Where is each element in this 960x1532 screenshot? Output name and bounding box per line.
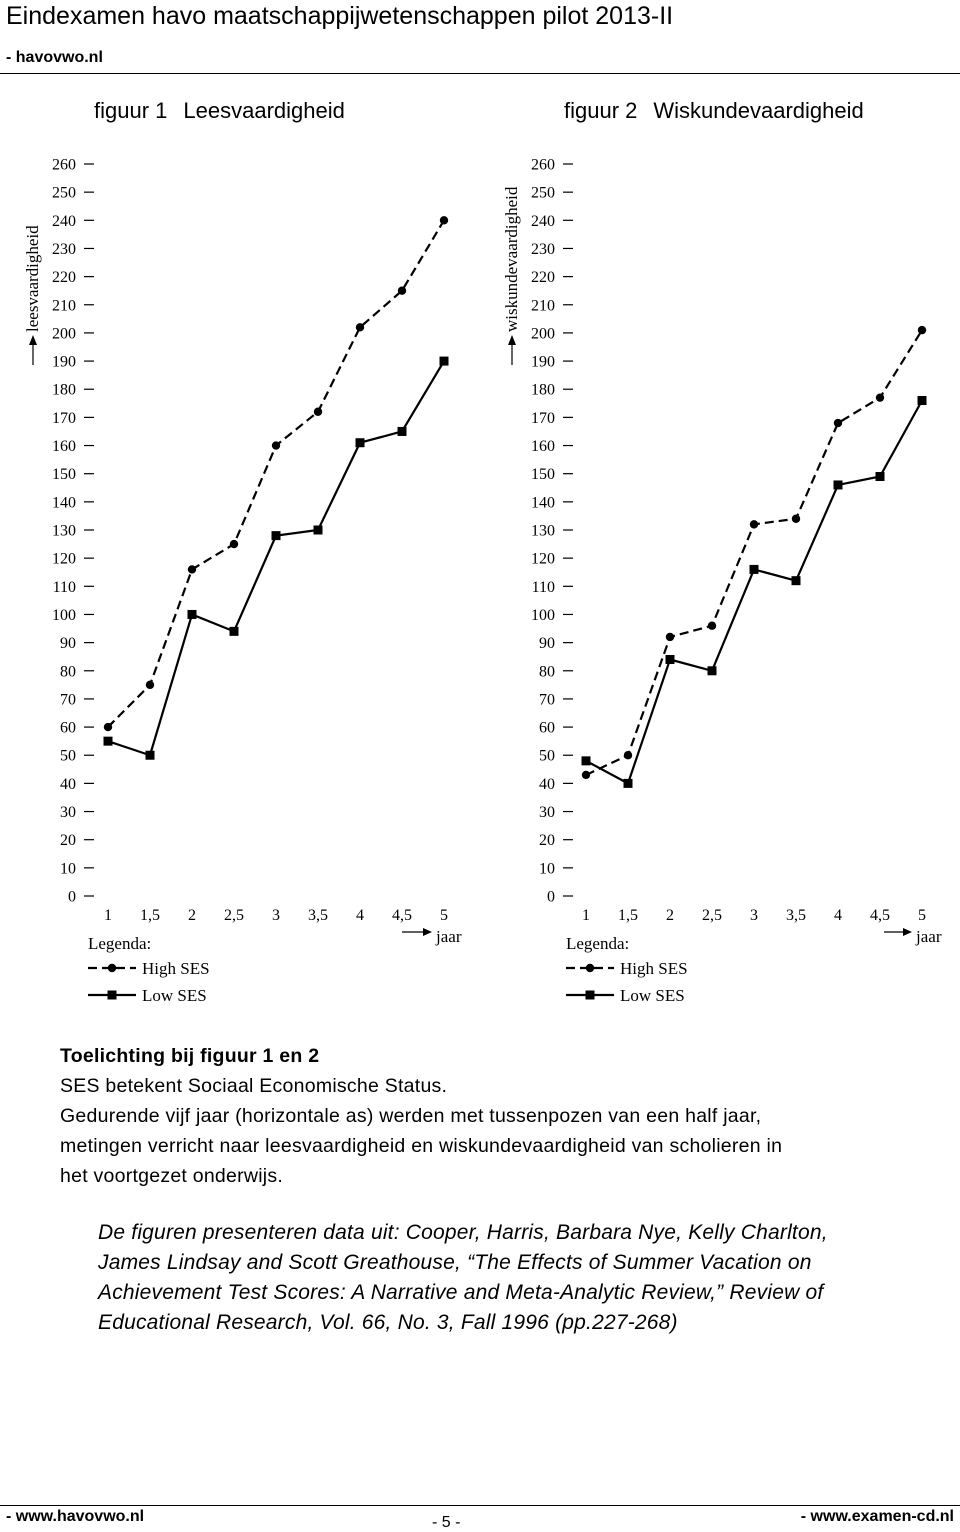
- fig2-point-low: [666, 655, 675, 664]
- fig1-y-tick-label: 190: [52, 353, 76, 371]
- explanation-block: [60, 1041, 960, 1191]
- fig2-x-axis-label: jaar: [916, 927, 942, 946]
- fig2-y-tick-label: 0: [547, 888, 555, 906]
- fig1-y-tick-label: 130: [52, 522, 76, 540]
- fig1-x-axis-label: jaar: [436, 927, 462, 946]
- fig1-y-tick-label: 80: [60, 663, 76, 681]
- fig2-legend-label-high: High SES: [620, 959, 688, 978]
- fig2-point-low: [918, 396, 927, 405]
- footer-divider: [0, 1505, 960, 1506]
- fig1-y-tick-label: 160: [52, 438, 76, 456]
- fig2-y-tick-label: 70: [539, 691, 555, 709]
- fig2-y-tick-label: 170: [531, 409, 555, 427]
- fig2-y-tick-label: 140: [531, 494, 555, 512]
- fig1-y-tick-label: 60: [60, 719, 76, 737]
- fig2-y-tick-label: 250: [531, 184, 555, 202]
- fig1-y-tick-label: 170: [52, 409, 76, 427]
- fig2-y-axis-arrowhead: [508, 335, 516, 345]
- fig2-y-tick-label: 110: [531, 578, 555, 596]
- fig2-y-tick-label: 150: [531, 466, 555, 484]
- fig1-y-tick-label: 70: [60, 691, 76, 709]
- explanation-line: het voortgezet onderwijs.: [60, 1165, 284, 1187]
- source-line: James Lindsay and Scott Greathouse, “The Effects of Summer Vacation on: [98, 1251, 812, 1274]
- fig2-point-low: [876, 472, 885, 481]
- fig1-y-tick-label: 140: [52, 494, 76, 512]
- fig2-y-tick-label: 220: [531, 269, 555, 287]
- explanation-line: metingen verricht naar leesvaardigheid en wiskundevaardigheid van scholieren in: [60, 1135, 783, 1157]
- fig2-x-tick-label: 2: [666, 907, 674, 924]
- fig2-y-tick-label: 180: [531, 381, 555, 399]
- fig1-y-tick-label: 10: [60, 860, 76, 878]
- explanation-line: Gedurende vijf jaar (horizontale as) werden met tussenpozen van een half jaar,: [60, 1105, 762, 1127]
- fig1-y-tick-label: 120: [52, 550, 76, 568]
- fig2-point-high: [918, 326, 926, 334]
- fig2-legend-marker-high: [586, 964, 594, 972]
- fig2-y-tick-label: 40: [539, 775, 555, 793]
- fig2-y-tick-label: 20: [539, 832, 555, 850]
- fig2-y-tick-label: 130: [531, 522, 555, 540]
- fig2-y-tick-label: 190: [531, 353, 555, 371]
- footer-right-link[interactable]: - www.examen-cd.nl: [800, 1508, 954, 1525]
- fig2-y-tick-label: 240: [531, 212, 555, 230]
- source-line: Achievement Test Scores: A Narrative and Meta-Analytic Review,” Review of: [98, 1281, 824, 1304]
- explanation-line: SES betekent Sociaal Economische Status.: [60, 1075, 448, 1097]
- fig2-point-low: [708, 666, 717, 675]
- page-number: - 5 -: [432, 1514, 461, 1531]
- fig1-y-tick-label: 210: [52, 297, 76, 315]
- fig1-x-tick-label: 4: [356, 907, 364, 924]
- fig1-x-tick-label: 4,5: [392, 907, 412, 924]
- footer-left-link[interactable]: - www.havovwo.nl: [6, 1508, 145, 1525]
- fig1-y-tick-label: 90: [60, 635, 76, 653]
- fig2-point-high: [750, 520, 758, 528]
- fig1-y-tick-label: 110: [52, 578, 76, 596]
- fig1-x-tick-label: 5: [440, 907, 448, 924]
- fig2-legend-title: Legenda:: [566, 934, 630, 953]
- fig2-y-tick-label: 90: [539, 635, 555, 653]
- fig1-legend-label-high: High SES: [142, 959, 210, 978]
- fig2-point-low: [834, 480, 843, 489]
- fig2-point-high: [876, 393, 884, 401]
- fig1-y-tick-label: 150: [52, 466, 76, 484]
- fig1-y-tick-label: 30: [60, 804, 76, 822]
- fig2-x-tick-label: 2,5: [702, 907, 722, 924]
- fig1-y-tick-label: 260: [52, 156, 76, 174]
- fig1-x-tick-label: 1: [104, 907, 112, 924]
- fig2-series-line-high: [586, 330, 922, 775]
- explanation-heading: Toelichting bij figuur 1 en 2: [60, 1045, 320, 1067]
- fig2-point-low: [750, 565, 759, 574]
- fig1-y-tick-label: 0: [68, 888, 76, 906]
- fig2-legend-marker-low: [586, 991, 595, 1000]
- fig2-y-tick-label: 30: [539, 804, 555, 822]
- fig1-y-tick-label: 50: [60, 747, 76, 765]
- fig1-y-tick-label: 250: [52, 184, 76, 202]
- fig2-x-tick-label: 1: [582, 907, 590, 924]
- fig2-x-tick-label: 1,5: [618, 907, 638, 924]
- fig2-point-low: [792, 576, 801, 585]
- fig2-x-axis-arrowhead: [903, 928, 912, 936]
- fig2-point-low: [582, 756, 591, 765]
- fig1-legend-label-low: Low SES: [142, 986, 207, 1005]
- fig2-y-tick-label: 230: [531, 240, 555, 258]
- fig2-y-tick-label: 10: [539, 860, 555, 878]
- fig1-y-tick-label: 220: [52, 269, 76, 287]
- fig2-x-tick-label: 3: [750, 907, 758, 924]
- fig2-y-tick-label: 120: [531, 550, 555, 568]
- fig2-y-tick-label: 260: [531, 156, 555, 174]
- source-line: Educational Research, Vol. 66, No. 3, Fall 1996 (pp.227-268): [98, 1311, 678, 1334]
- fig2-y-tick-label: 210: [531, 297, 555, 315]
- figure-2-name: Wiskundevaardigheid: [653, 98, 864, 123]
- fig1-y-axis-label: leesvaardigheid: [23, 225, 42, 332]
- fig2-legend-label-low: Low SES: [620, 986, 685, 1005]
- fig1-y-tick-label: 20: [60, 832, 76, 850]
- fig2-series-line-low: [586, 400, 922, 783]
- fig1-x-tick-label: 3,5: [308, 907, 328, 924]
- fig1-y-tick-label: 100: [52, 606, 76, 624]
- fig2-y-tick-label: 60: [539, 719, 555, 737]
- fig2-y-tick-label: 160: [531, 438, 555, 456]
- fig1-y-tick-label: 240: [52, 212, 76, 230]
- fig2-x-tick-label: 4,5: [870, 907, 890, 924]
- figure-2-number: figuur 2: [564, 98, 638, 123]
- fig2-x-tick-label: 5: [918, 907, 926, 924]
- source-citation: [98, 1218, 828, 1338]
- fig2-x-tick-label: 3,5: [786, 907, 806, 924]
- fig1-y-tick-label: 230: [52, 240, 76, 258]
- fig2-y-tick-label: 200: [531, 325, 555, 343]
- fig1-x-tick-label: 1,5: [140, 907, 160, 924]
- fig1-y-tick-label: 200: [52, 325, 76, 343]
- fig1-legend-title: Legenda:: [88, 934, 152, 953]
- fig2-y-tick-label: 80: [539, 663, 555, 681]
- source-line: De figuren presenteren data uit: Cooper, Harris, Barbara Nye, Kelly Charlton,: [98, 1221, 828, 1244]
- figure-1-number: figuur 1: [94, 98, 168, 123]
- fig2-y-axis-label: wiskundevaardigheid: [502, 186, 521, 332]
- document-title: Eindexamen havo maatschappijwetenschappen pilot 2013-II: [6, 2, 674, 30]
- figure-1-name: Leesvaardigheid: [183, 98, 345, 123]
- fig1-x-tick-label: 3: [272, 907, 280, 924]
- fig1-y-tick-label: 40: [60, 775, 76, 793]
- fig2-point-high: [834, 419, 842, 427]
- fig1-x-tick-label: 2,5: [224, 907, 244, 924]
- fig1-x-tick-label: 2: [188, 907, 196, 924]
- fig2-y-tick-label: 100: [531, 606, 555, 624]
- fig2-point-high: [624, 751, 632, 759]
- site-link[interactable]: - havovwo.nl: [6, 49, 103, 66]
- fig2-point-high: [666, 633, 674, 641]
- fig2-point-high: [582, 771, 590, 779]
- fig2-x-tick-label: 4: [834, 907, 842, 924]
- fig2-y-tick-label: 50: [539, 747, 555, 765]
- fig2-point-high: [792, 515, 800, 523]
- fig2-point-high: [708, 622, 716, 630]
- fig1-y-tick-label: 180: [52, 381, 76, 399]
- fig2-point-low: [624, 779, 633, 788]
